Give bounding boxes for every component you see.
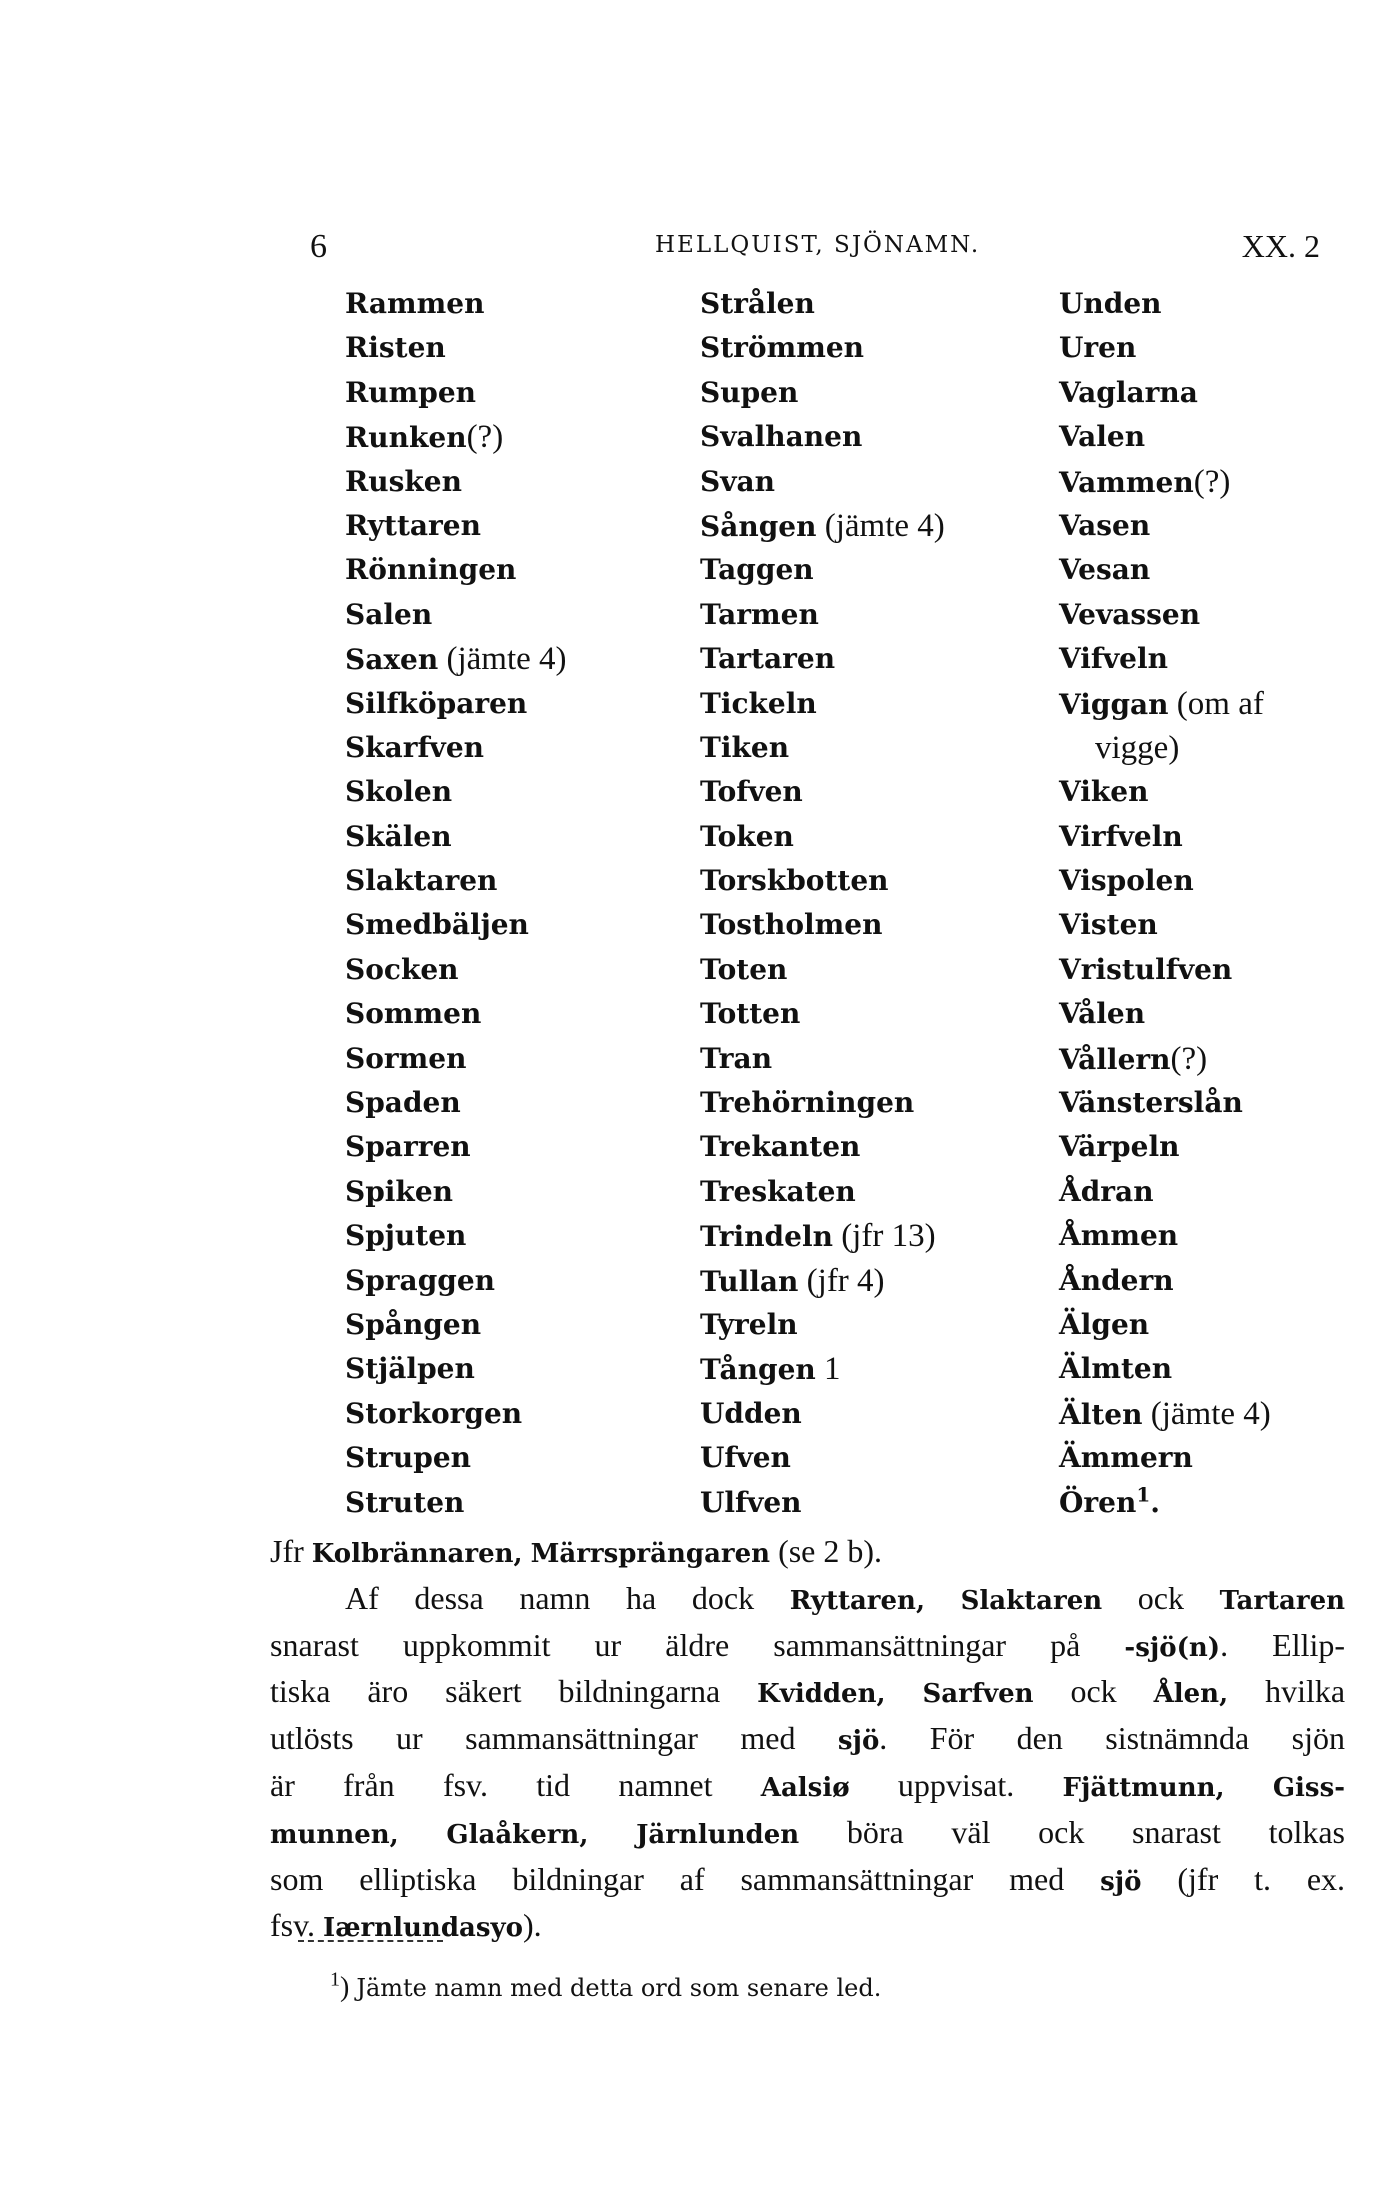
name-entry	[700, 815, 945, 859]
lake-name: Skälen	[345, 819, 452, 853]
name-entry	[345, 326, 567, 370]
name-entry	[345, 548, 567, 592]
name-entry	[1059, 1436, 1271, 1480]
lake-name: Toten	[700, 952, 788, 986]
lake-name: Vaglarna	[1059, 375, 1198, 409]
name-entry	[700, 992, 945, 1036]
name-entry	[700, 1436, 945, 1480]
footnote-ref: 1	[1136, 1482, 1151, 1507]
lake-name: Ryttaren	[345, 508, 481, 542]
lake-name: Trekanten	[700, 1130, 861, 1164]
lake-name: Rönningen	[345, 553, 517, 587]
name-entry	[1059, 282, 1271, 326]
lake-name: Vifveln	[1059, 642, 1168, 676]
footnote: $^1$) Jämte namn med detta ord som senare led.	[330, 1968, 882, 2003]
name-entry	[1059, 770, 1271, 814]
lake-name: Sparren	[345, 1130, 471, 1164]
lake-name: Valen	[1059, 420, 1146, 454]
name-entry	[345, 815, 567, 859]
lake-name: Silfköparen	[345, 686, 528, 720]
lake-name: Värpeln	[1059, 1130, 1180, 1164]
name-entry	[700, 326, 945, 370]
name-entry	[700, 948, 945, 992]
jfr-line: Jfr Kolbrännaren, Märrsprängaren (se 2 b).	[270, 1533, 883, 1569]
lake-name: Tarmen	[700, 597, 819, 631]
lake-name: Trindeln	[700, 1220, 833, 1254]
entry-note: (jfr 13)	[832, 1218, 936, 1255]
name-entry	[345, 992, 567, 1036]
name-entry	[345, 1347, 567, 1391]
lake-name: Viggan	[1059, 687, 1169, 721]
lake-name: Tartaren	[700, 642, 836, 676]
lake-name: Totten	[700, 997, 801, 1031]
paragraph-line: utlösts ur sammansättningar med sjö. För den sistnämnda sjön	[270, 1720, 1346, 1757]
name-entry	[700, 1347, 945, 1391]
lake-name: Ulfven	[700, 1485, 802, 1519]
lake-name: Supen	[700, 375, 799, 409]
lake-name: Spaden	[345, 1086, 461, 1120]
name-column-2	[700, 282, 945, 1525]
name-entry	[1059, 815, 1271, 859]
entry-note: (?)	[466, 419, 504, 456]
lake-name: Taggen	[700, 553, 814, 587]
name-entry	[345, 770, 567, 814]
name-entry	[345, 1259, 567, 1303]
lake-name: Tofven	[700, 775, 803, 809]
name-entry	[1059, 504, 1271, 548]
paragraph-line: som elliptiska bildningar af sammansättningar med sjö (jfr t. ex.	[270, 1860, 1346, 1897]
lake-name: Token	[700, 819, 794, 853]
name-entry	[345, 460, 567, 504]
name-entry	[700, 1037, 945, 1081]
lake-name: Svalhanen	[700, 420, 863, 454]
name-entry	[345, 903, 567, 947]
lake-name: Älgen	[1059, 1307, 1150, 1341]
name-entry	[700, 371, 945, 415]
lake-name: Vänsterslån	[1059, 1086, 1243, 1120]
name-entry	[1059, 859, 1271, 903]
name-entry	[700, 1214, 945, 1258]
name-entry	[345, 726, 567, 770]
lake-name: Tången	[700, 1353, 816, 1387]
lake-name: Spången	[345, 1307, 482, 1341]
name-entry	[700, 1259, 945, 1303]
name-entry	[700, 504, 945, 548]
lake-name: Rammen	[345, 287, 485, 320]
name-entry	[700, 1303, 945, 1347]
lake-name: Smedbäljen	[345, 908, 529, 942]
lake-name: Risten	[345, 331, 446, 365]
lake-name: Ämmern	[1059, 1441, 1193, 1475]
lake-name: Ören	[1059, 1485, 1137, 1519]
lake-name: Saxen	[345, 643, 439, 677]
lake-name: Slaktaren	[345, 864, 498, 898]
name-entry	[1059, 992, 1271, 1036]
lake-name: Socken	[345, 952, 459, 986]
name-entry	[345, 682, 567, 726]
lake-name: Vålen	[1059, 997, 1146, 1031]
lake-name: Visten	[1059, 908, 1158, 942]
lake-name: Vållern	[1059, 1042, 1171, 1076]
lake-name: Virfveln	[1059, 819, 1183, 853]
paragraph-line: tiska äro säkert bildningarna Kvidden, Sarfven ock Ålen, hvilka	[270, 1673, 1346, 1710]
name-entry	[1059, 1214, 1271, 1258]
name-entry	[1059, 637, 1271, 681]
name-entry	[1059, 903, 1271, 947]
lake-name: Torskbotten	[700, 864, 889, 898]
name-entry	[700, 637, 945, 681]
entry-note: (jämte 4)	[438, 641, 567, 678]
paragraph-line: Af dessa namn ha dock Ryttaren, Slaktaren ock Tartaren	[345, 1579, 1346, 1616]
paragraph-line: munnen, Glaåkern, Järnlunden böra väl ock snarast tolkas	[270, 1813, 1346, 1850]
running-title: HELLQUIST, SJÖNAMN.	[655, 232, 981, 258]
name-list	[345, 282, 1365, 1532]
name-entry	[700, 726, 945, 770]
lake-name: Rusken	[345, 464, 462, 498]
lake-name: Skolen	[345, 775, 453, 809]
entry-note: (om af	[1168, 685, 1264, 722]
name-entry	[1059, 948, 1271, 992]
name-entry	[345, 1214, 567, 1258]
name-entry	[700, 460, 945, 504]
entry-note: (?)	[1170, 1040, 1208, 1077]
body-text	[270, 1530, 1345, 1951]
entry-punctuation: .	[1150, 1485, 1160, 1519]
paragraph-line: är från fsv. tid namnet Aalsiø uppvisat. Fjättmunn, Giss-	[270, 1766, 1345, 1803]
lake-name: Uren	[1059, 331, 1137, 365]
entry-note: 1	[815, 1351, 841, 1388]
name-entry	[345, 415, 567, 459]
name-entry	[700, 903, 945, 947]
lake-name: Strömmen	[700, 331, 865, 365]
name-entry	[700, 1081, 945, 1125]
lake-name: Stjälpen	[345, 1352, 475, 1386]
name-entry	[700, 548, 945, 592]
name-entry	[1059, 593, 1271, 637]
name-column-3	[1059, 282, 1271, 1525]
name-entry	[1059, 1259, 1271, 1303]
name-entry	[345, 1170, 567, 1214]
lake-name: Åmmen	[1059, 1219, 1179, 1253]
lake-name: Älten	[1059, 1397, 1143, 1431]
name-entry	[700, 770, 945, 814]
lake-name: Tullan	[700, 1264, 799, 1298]
name-entry	[345, 948, 567, 992]
name-entry	[1059, 1347, 1271, 1391]
lake-name: Trehörningen	[700, 1086, 915, 1120]
lake-name: Spraggen	[345, 1263, 496, 1297]
name-entry	[1059, 415, 1271, 459]
lake-name: Treskaten	[700, 1174, 856, 1208]
footnote-divider	[298, 1940, 443, 1942]
lake-name: Vevassen	[1059, 597, 1201, 631]
name-entry	[1059, 460, 1271, 504]
footnote-marker: 1	[330, 1968, 340, 1991]
volume-number: XX. 2	[1241, 228, 1320, 264]
name-entry	[345, 637, 567, 681]
page-header	[310, 228, 1320, 268]
lake-name: Spiken	[345, 1174, 454, 1208]
name-entry	[700, 282, 945, 326]
lake-name: Svan	[700, 464, 775, 498]
lake-name: Spjuten	[345, 1219, 467, 1253]
lake-name: Rumpen	[345, 375, 477, 409]
lake-name: Tickeln	[700, 686, 817, 720]
name-entry	[345, 1303, 567, 1347]
lake-name: Udden	[700, 1396, 802, 1430]
name-entry	[345, 1125, 567, 1169]
name-entry	[1059, 1303, 1271, 1347]
entry-note: (jfr 4)	[798, 1262, 885, 1299]
name-entry	[1059, 726, 1271, 770]
lake-name: Skarfven	[345, 730, 485, 764]
paragraph-line: snarast uppkommit ur äldre sammansättningar på -sjö(n). Ellip-	[270, 1626, 1346, 1663]
name-entry	[1059, 1170, 1271, 1214]
lake-name: Vesan	[1059, 553, 1151, 587]
lake-name: Ådran	[1059, 1174, 1154, 1208]
name-entry-continuation: vigge)	[1095, 729, 1180, 766]
lake-name: Vispolen	[1059, 864, 1194, 898]
lake-name: Tran	[700, 1041, 773, 1075]
name-entry	[345, 593, 567, 637]
name-entry	[700, 415, 945, 459]
lake-name: Strålen	[700, 287, 815, 320]
entry-note: (?)	[1193, 463, 1231, 500]
lake-name: Vristulfven	[1059, 952, 1233, 986]
name-entry	[700, 859, 945, 903]
lake-name: Tyreln	[700, 1307, 798, 1341]
name-entry	[345, 859, 567, 903]
name-column-1	[345, 282, 567, 1525]
name-entry	[1059, 682, 1271, 726]
lake-name: Sången	[700, 509, 817, 543]
lake-name: Sormen	[345, 1041, 467, 1075]
name-entry	[345, 1037, 567, 1081]
lake-name: Vammen	[1059, 465, 1194, 499]
footnote-text: Jämte namn med detta ord som senare led.	[356, 1974, 882, 2002]
lake-name: Viken	[1059, 775, 1149, 809]
name-entry	[345, 371, 567, 415]
name-entry	[1059, 1392, 1271, 1436]
lake-name: Åndern	[1059, 1263, 1174, 1297]
name-entry	[1059, 1125, 1271, 1169]
name-entry	[700, 1125, 945, 1169]
lake-name: Struten	[345, 1485, 465, 1519]
name-entry	[1059, 548, 1271, 592]
name-entry	[1059, 1037, 1271, 1081]
lake-name: Ufven	[700, 1441, 791, 1475]
name-entry	[700, 593, 945, 637]
lake-name: Salen	[345, 597, 433, 631]
page-number: 6	[310, 228, 327, 265]
lake-name: Vasen	[1059, 508, 1151, 542]
name-entry	[345, 1436, 567, 1480]
name-entry	[345, 1392, 567, 1436]
name-entry	[345, 504, 567, 548]
name-entry	[700, 1170, 945, 1214]
name-entry	[700, 682, 945, 726]
lake-name: Storkorgen	[345, 1396, 523, 1430]
name-entry	[345, 282, 567, 326]
name-entry	[700, 1481, 945, 1525]
name-entry	[345, 1081, 567, 1125]
entry-note: (jämte 4)	[816, 507, 945, 544]
name-entry	[1059, 371, 1271, 415]
name-entry	[700, 1392, 945, 1436]
name-entry	[345, 1481, 567, 1525]
lake-name: Tostholmen	[700, 908, 883, 942]
lake-name: Älmten	[1059, 1352, 1173, 1386]
paragraph-line: fsv. Iærnlundasyo).	[270, 1907, 542, 1944]
lake-name: Sommen	[345, 997, 482, 1031]
lake-name: Unden	[1059, 287, 1162, 320]
name-entry	[1059, 1481, 1271, 1525]
lake-name: Tiken	[700, 730, 790, 764]
lake-name: Strupen	[345, 1441, 472, 1475]
name-entry	[1059, 1081, 1271, 1125]
lake-name: Runken	[345, 421, 467, 455]
entry-note: (jämte 4)	[1142, 1395, 1271, 1432]
name-entry	[1059, 326, 1271, 370]
